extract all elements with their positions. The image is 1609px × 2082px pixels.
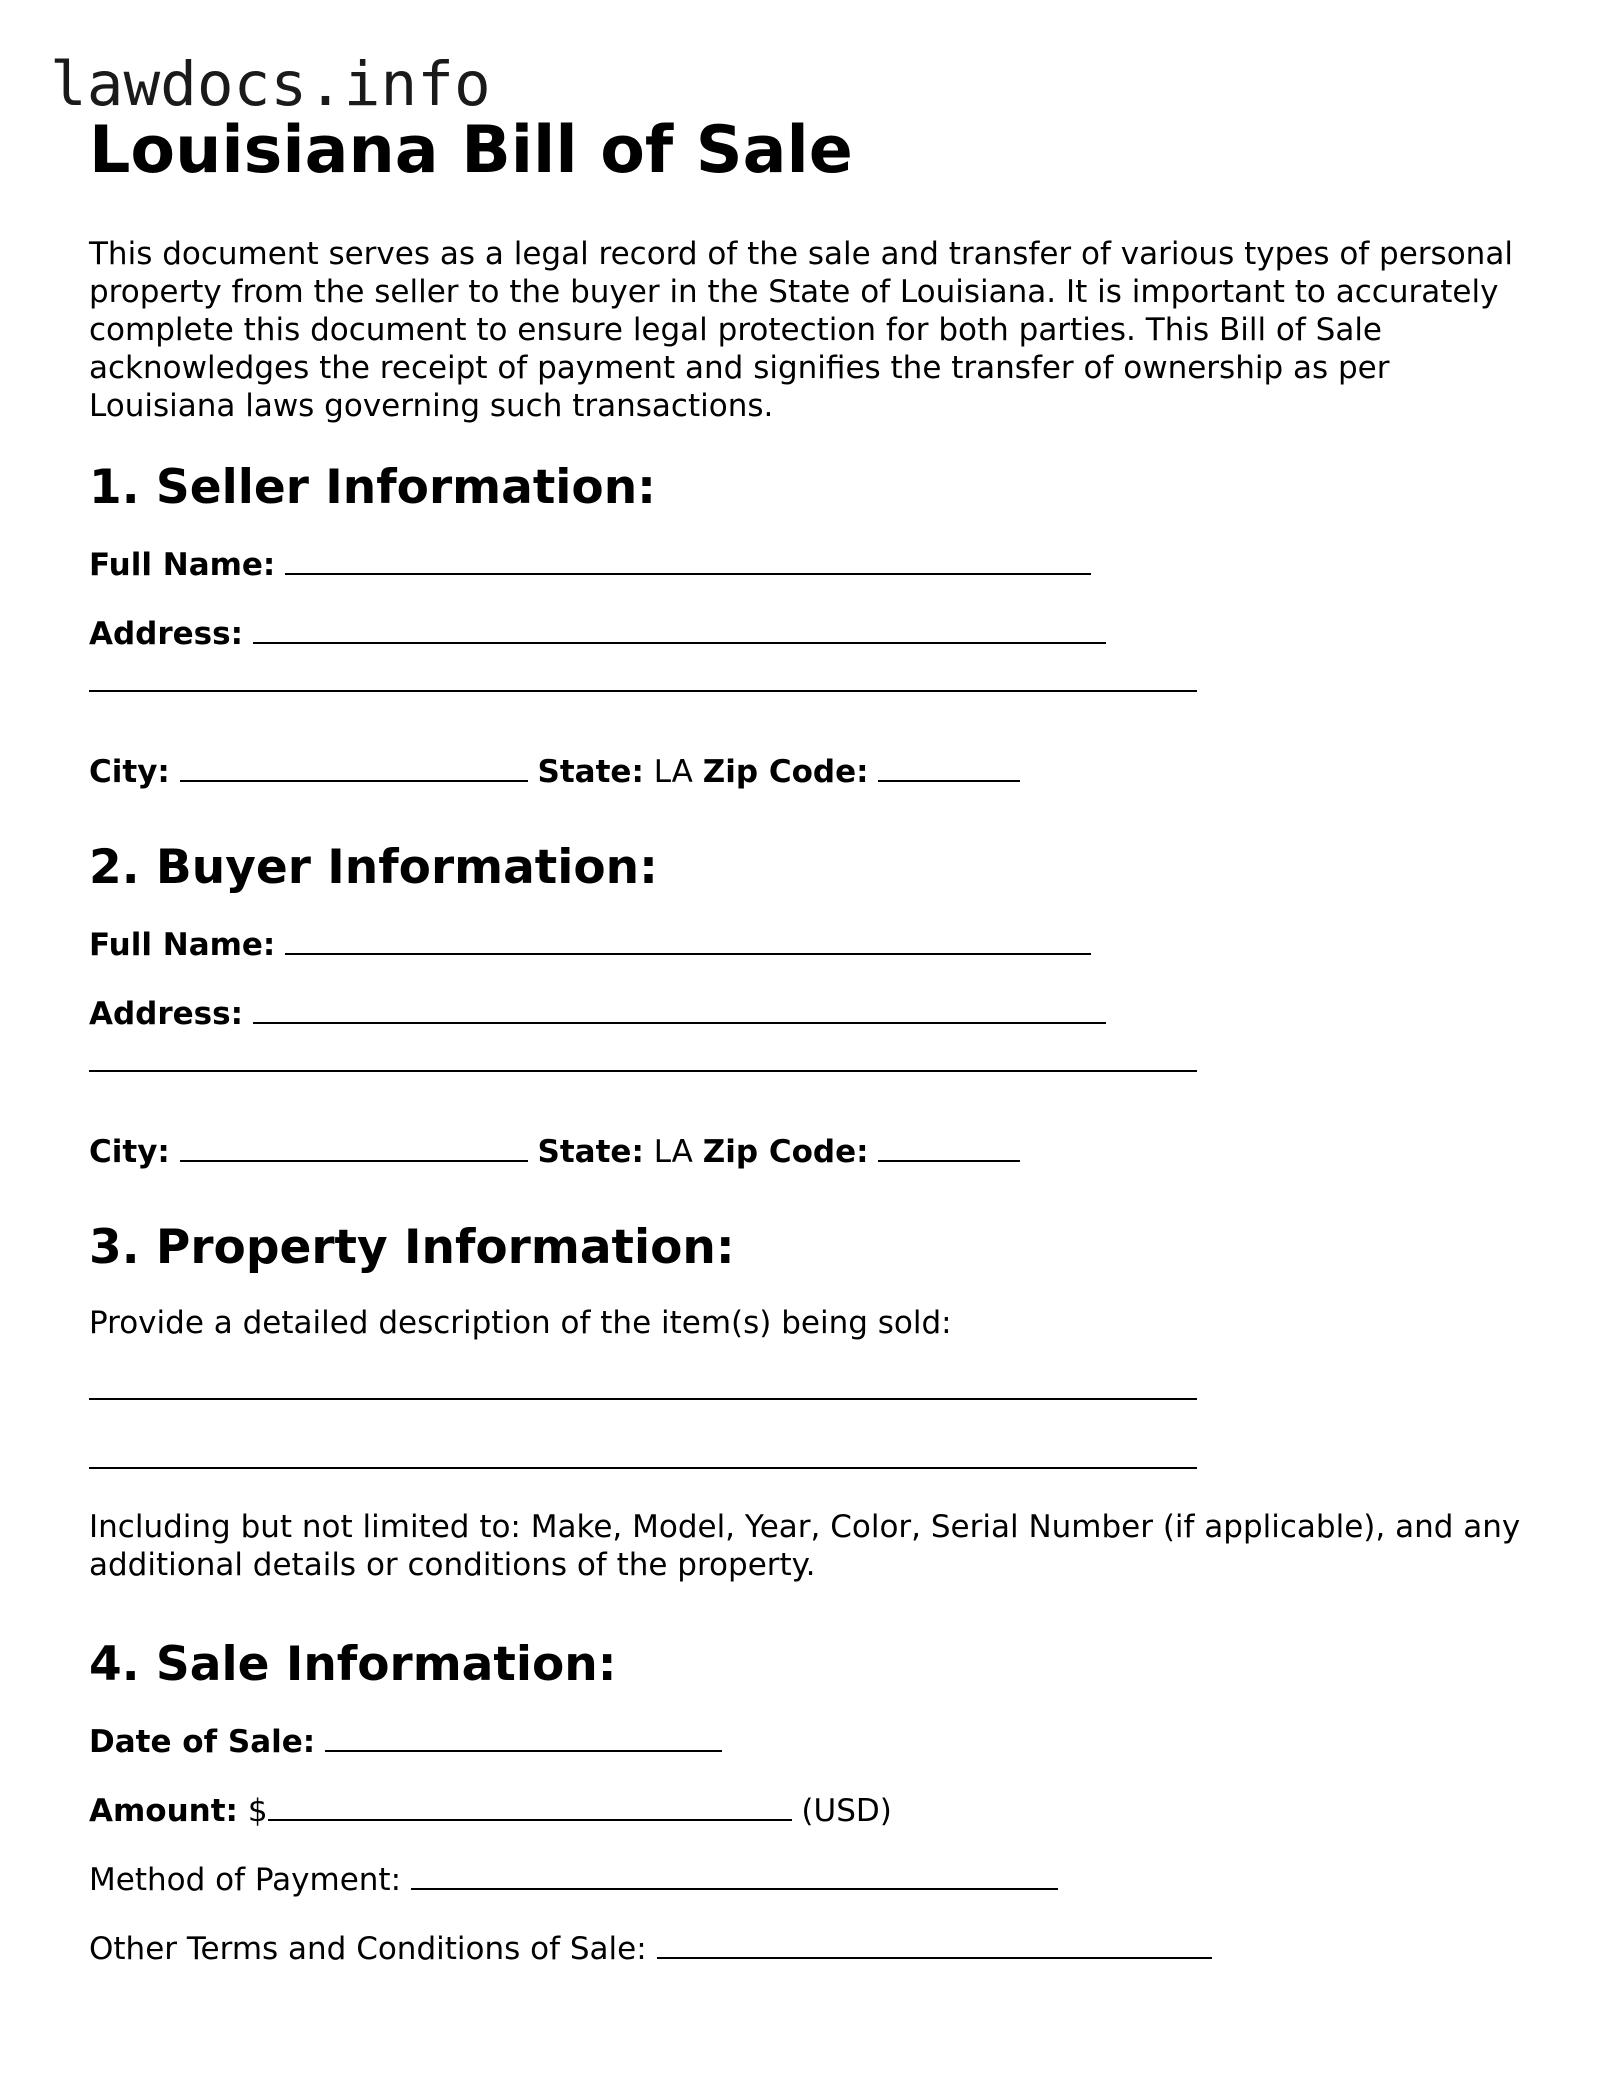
sale-method-row bbox=[89, 1858, 1058, 1900]
buyer-full-name-label: Full Name: bbox=[89, 927, 276, 963]
sale-amount-label: Amount: bbox=[89, 1793, 238, 1829]
sale-heading: 4. Sale Information: bbox=[89, 1637, 617, 1692]
sale-date-label: Date of Sale: bbox=[89, 1724, 316, 1760]
sale-date-field[interactable] bbox=[325, 1720, 722, 1752]
buyer-state-value: LA bbox=[653, 1134, 693, 1170]
seller-zip-field[interactable] bbox=[878, 750, 1020, 782]
seller-address-row bbox=[89, 612, 1106, 654]
seller-city-field[interactable] bbox=[180, 750, 528, 782]
document-title: Louisiana Bill of Sale bbox=[89, 113, 853, 188]
buyer-address-line-2[interactable] bbox=[89, 1068, 1197, 1072]
buyer-city-field[interactable] bbox=[180, 1130, 528, 1162]
sale-method-label: Method of Payment: bbox=[89, 1862, 402, 1898]
seller-address-line-2[interactable] bbox=[89, 688, 1197, 692]
buyer-full-name-row bbox=[89, 923, 1091, 965]
sale-method-field[interactable] bbox=[411, 1858, 1058, 1890]
document-body bbox=[89, 108, 1529, 1967]
seller-full-name-row bbox=[89, 543, 1091, 585]
seller-zip-label: Zip Code: bbox=[702, 754, 869, 790]
buyer-city-label: City: bbox=[89, 1134, 170, 1170]
seller-address-field[interactable] bbox=[253, 612, 1106, 644]
buyer-state-label: State: bbox=[537, 1134, 644, 1170]
buyer-heading: 2. Buyer Information: bbox=[89, 840, 658, 895]
seller-state-value: LA bbox=[653, 754, 693, 790]
property-heading: 3. Property Information: bbox=[89, 1220, 735, 1275]
buyer-city-row bbox=[89, 1130, 1020, 1172]
seller-city-label: City: bbox=[89, 754, 170, 790]
sale-terms-label: Other Terms and Conditions of Sale: bbox=[89, 1931, 647, 1967]
property-prompt: Provide a detailed description of the item(s) being sold: bbox=[89, 1305, 952, 1341]
buyer-zip-field[interactable] bbox=[878, 1130, 1020, 1162]
currency-note: (USD) bbox=[801, 1793, 892, 1829]
watermark-logo: lawdocs.info bbox=[50, 49, 491, 120]
seller-full-name-label: Full Name: bbox=[89, 547, 276, 583]
seller-heading: 1. Seller Information: bbox=[89, 460, 656, 515]
sale-terms-field[interactable] bbox=[657, 1927, 1212, 1959]
buyer-full-name-field[interactable] bbox=[285, 923, 1091, 955]
seller-state-label: State: bbox=[537, 754, 644, 790]
seller-city-row bbox=[89, 750, 1020, 792]
intro-paragraph: This document serves as a legal record of the sale and transfer of various types of personal property from the seller to the buyer in the State of Louisiana. It is important to accurately complete this document to ensure legal protection for both parties. This Bill of Sale acknowledges the receipt of payment and signifies the transfer of ownership as per Louisiana laws governing such transactions. bbox=[89, 236, 1513, 424]
property-description-line-2[interactable] bbox=[89, 1465, 1197, 1469]
sale-date-row bbox=[89, 1720, 722, 1762]
seller-address-label: Address: bbox=[89, 616, 243, 652]
sale-terms-row bbox=[89, 1927, 1212, 1969]
sale-amount-field[interactable] bbox=[268, 1789, 792, 1821]
buyer-address-field[interactable] bbox=[253, 992, 1106, 1024]
sale-amount-row bbox=[89, 1789, 892, 1831]
property-description-line-1[interactable] bbox=[89, 1396, 1197, 1400]
currency-symbol: $ bbox=[247, 1793, 268, 1829]
buyer-zip-label: Zip Code: bbox=[702, 1134, 869, 1170]
buyer-address-row bbox=[89, 992, 1106, 1034]
seller-full-name-field[interactable] bbox=[285, 543, 1091, 575]
buyer-address-label: Address: bbox=[89, 996, 243, 1032]
property-note: Including but not limited to: Make, Model, Year, Color, Serial Number (if applicable), and any additional details or conditions of the property. bbox=[89, 1509, 1521, 1583]
